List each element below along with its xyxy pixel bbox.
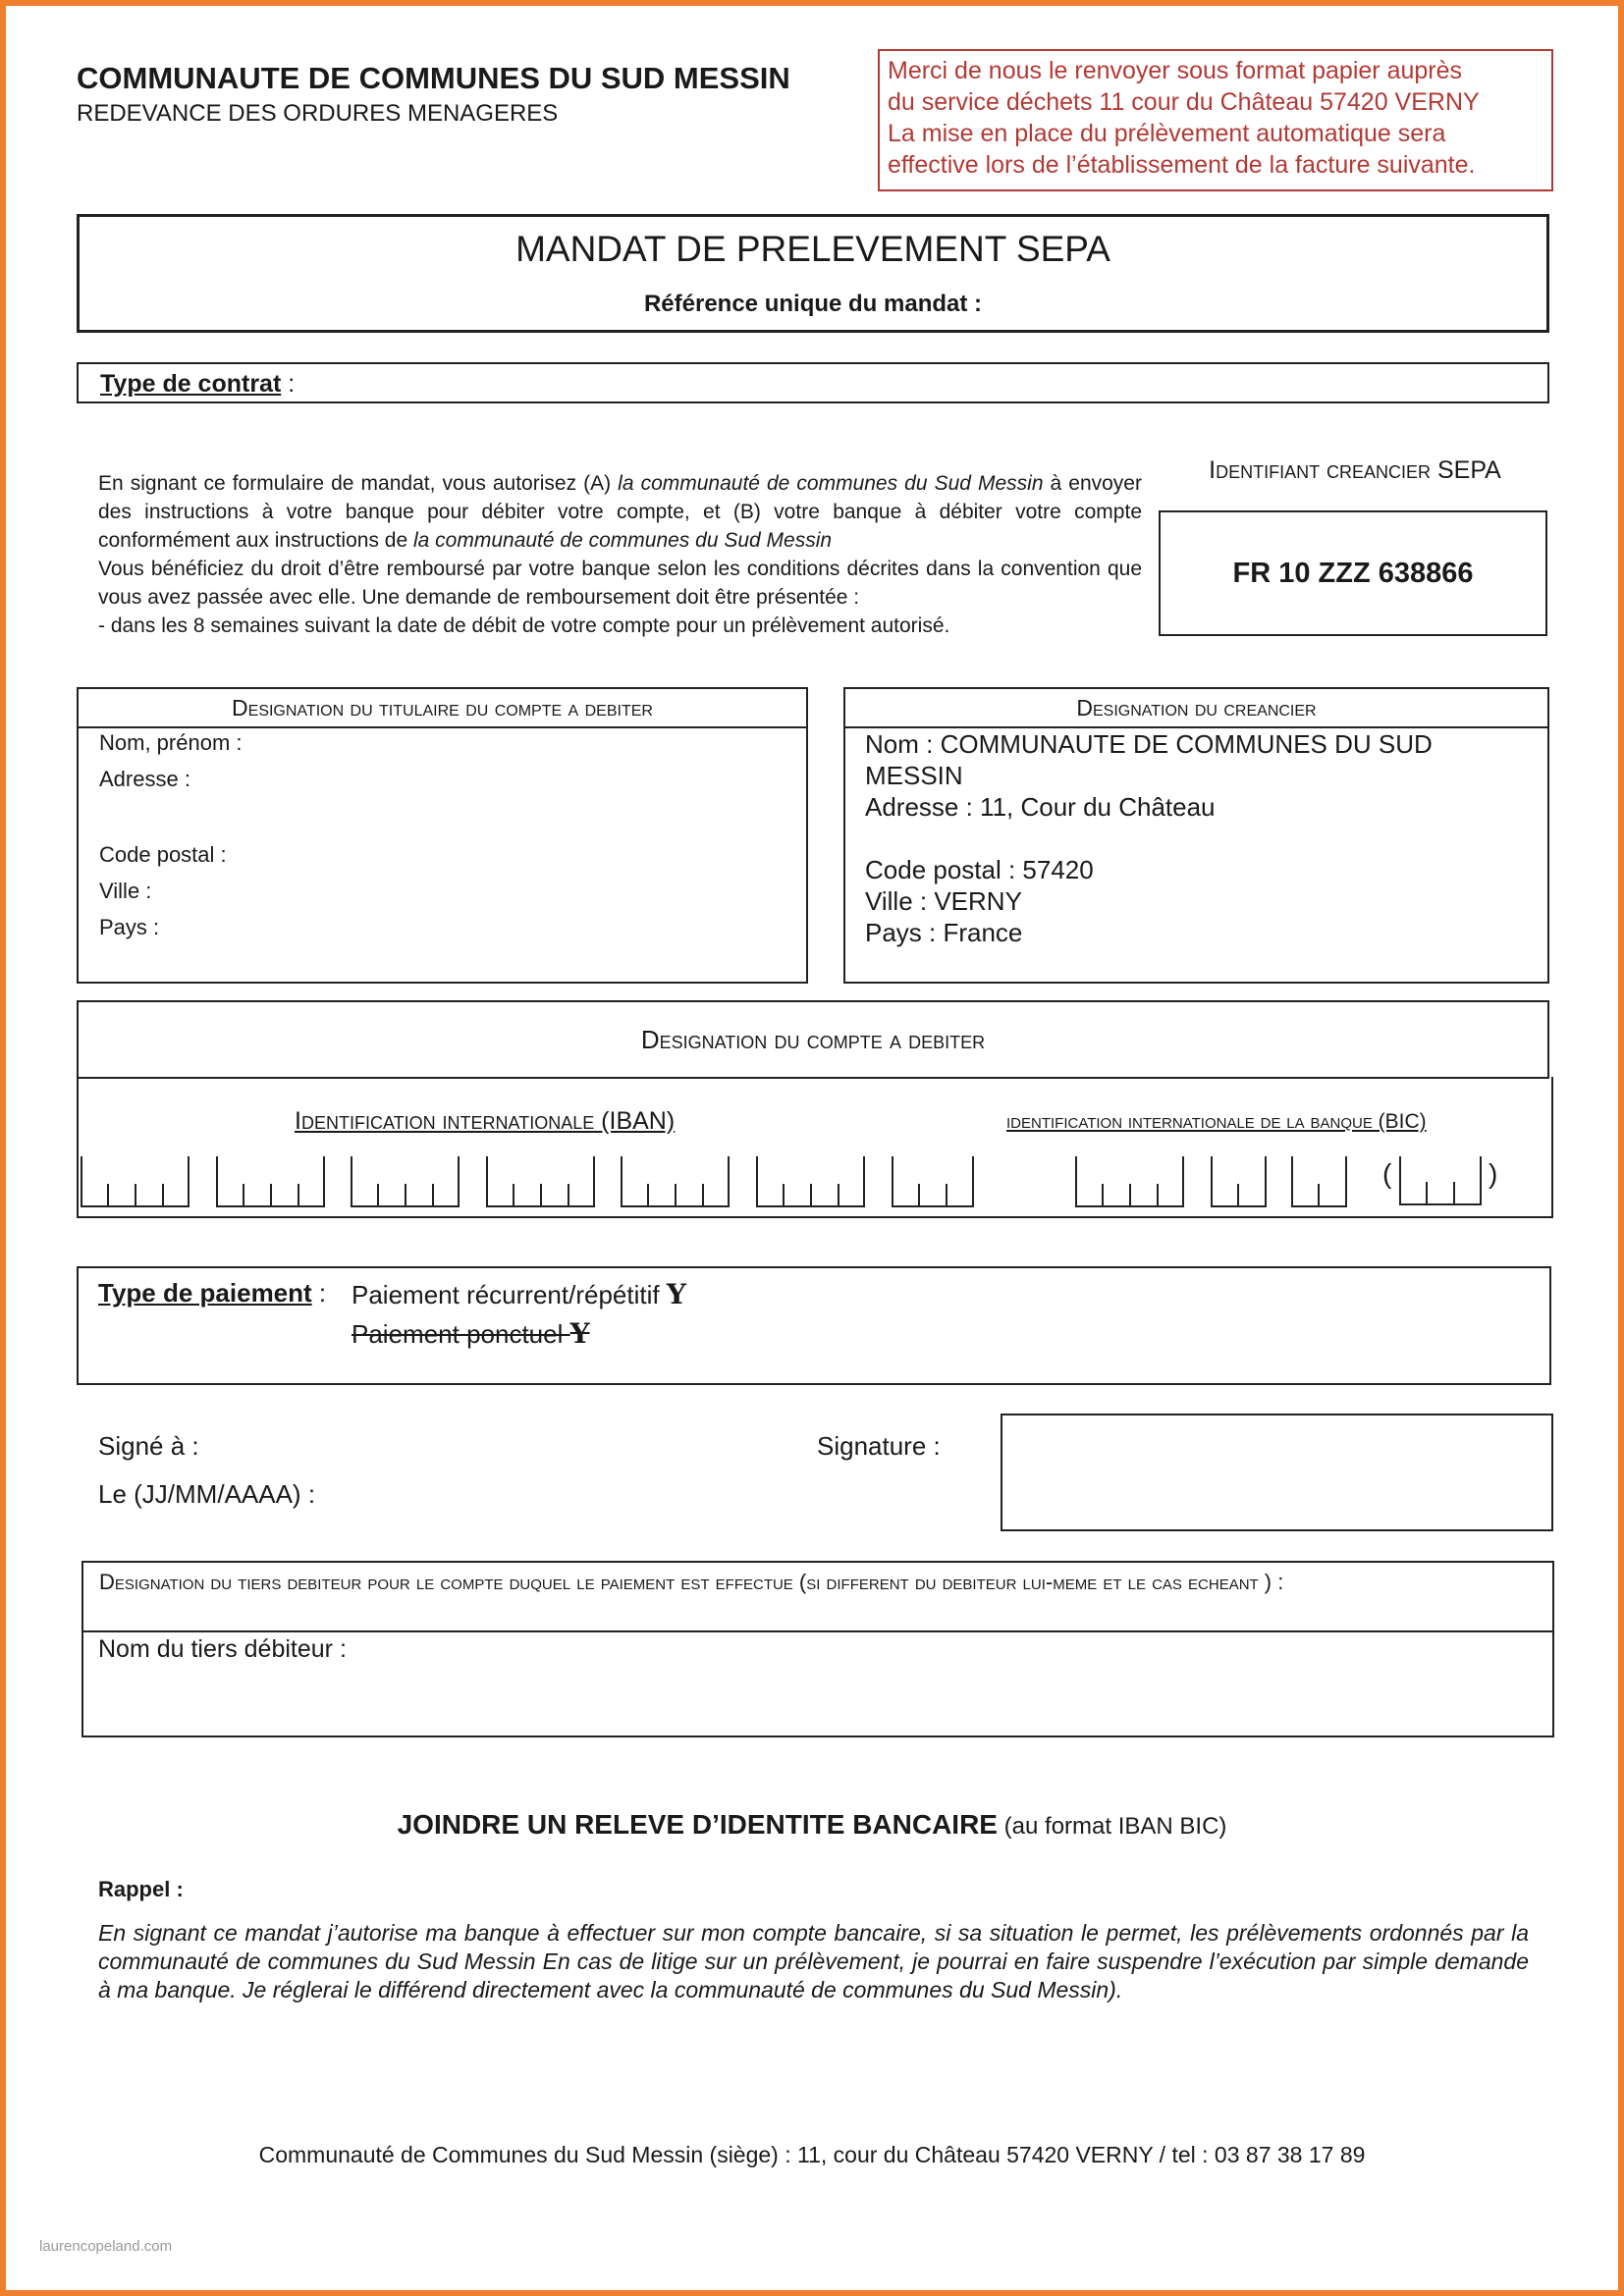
- creditor-name-line-1: Nom : COMMUNAUTE DE COMMUNES DU SUD: [865, 729, 1433, 759]
- creditor-name-line-2: MESSIN: [865, 761, 963, 790]
- signature-box[interactable]: [1001, 1414, 1553, 1531]
- payment-recurrent-option[interactable]: [352, 1278, 686, 1310]
- notice-line: du service déchets 11 cour du Château 57420 VERNY: [888, 88, 1480, 116]
- creditor-heading: Designation du creancier: [845, 689, 1547, 728]
- payment-type-label: Type de paiement: [98, 1278, 312, 1308]
- mandate-reference-label: Référence unique du mandat :: [643, 291, 983, 317]
- iban-group-3[interactable]: [351, 1156, 460, 1207]
- consent-paragraph-2: Vous bénéficiez du droit d’être remboursé par votre banque selon les conditions décrites dans la convention que vous avez passée avec elle. Une demande de remboursement doit être présentée :: [98, 558, 1142, 609]
- consent-text: [98, 469, 1142, 640]
- reminder-text: En signant ce mandat j’autorise ma banque à effectuer sur mon compte bancaire, si sa situation le permet, les prélèvements ordonnés par la communauté de communes du Sud Messin En cas de litige sur un prélèvement, je pourrai en faire suspendre l’exécution par simple demande à ma banque. Je réglerai le différend directement avec la communauté de communes du Sud Messin).: [98, 1920, 1529, 2002]
- creditor-city: Ville : VERNY: [865, 886, 1022, 916]
- holder-country-field[interactable]: Pays :: [99, 915, 160, 939]
- creditor-country: Pays : France: [865, 918, 1023, 947]
- signature-date-field[interactable]: Le (JJ/MM/AAAA) :: [98, 1479, 316, 1509]
- reminder-title: Rappel :: [98, 1877, 184, 1901]
- rib-format: (au format IBAN BIC): [998, 1813, 1227, 1840]
- iban-group-5[interactable]: [621, 1156, 730, 1207]
- creditor-postal-code: Code postal : 57420: [865, 855, 1094, 884]
- bic-paren-close: ): [1489, 1158, 1498, 1189]
- bic-label: identification internationale de la banque (BIC): [1006, 1110, 1427, 1133]
- iban-group-7[interactable]: [892, 1156, 974, 1207]
- bic-group-2[interactable]: [1211, 1156, 1267, 1207]
- iban-group-2[interactable]: [216, 1156, 325, 1207]
- rib-instruction: [0, 1809, 1624, 1841]
- bic-group-3[interactable]: [1291, 1156, 1347, 1207]
- third-party-heading: Designation du tiers debiteur pour le compte duquel le paiement est effectue (si different du debiteur lui-meme et le cas echeant ) :: [83, 1563, 1552, 1632]
- footer-address: Communauté de Communes du Sud Messin (siège) : 11, cour du Château 57420 VERNY / tel : 03 87 38 17 89: [258, 2142, 1366, 2167]
- return-notice: [878, 49, 1553, 191]
- creditor-id-value: FR 10 ZZZ 638866: [1232, 558, 1474, 589]
- payment-type-row: [98, 1278, 326, 1308]
- notice-line: La mise en place du prélèvement automatique sera: [888, 120, 1446, 147]
- holder-address-field[interactable]: Adresse :: [99, 767, 190, 791]
- mandate-title-box: [77, 214, 1549, 333]
- consent-text-a: En signant ce formulaire de mandat, vous autorisez (A): [98, 472, 619, 495]
- payment-oneoff-mark: Y: [569, 1317, 590, 1350]
- bic-group-4[interactable]: [1399, 1156, 1482, 1205]
- contract-type-label: Type de contrat: [100, 370, 282, 398]
- holder-name-field[interactable]: Nom, prénom :: [99, 730, 243, 755]
- rib-title: JOINDRE UN RELEVE D’IDENTITE BANCAIRE: [397, 1809, 998, 1840]
- holder-city-field[interactable]: Ville :: [99, 879, 152, 903]
- bic-paren-open: (: [1382, 1158, 1392, 1189]
- consent-paragraph-3: - dans les 8 semaines suivant la date de débit de votre compte pour un prélèvement autorisé.: [98, 614, 950, 637]
- consent-text-d: la communauté de communes du Sud Messin: [413, 529, 833, 552]
- watermark: laurencopeland.com: [39, 2238, 173, 2255]
- notice-line: Merci de nous le renvoyer sous format papier auprès: [888, 57, 1463, 84]
- payment-recurrent-mark: Y: [666, 1278, 686, 1310]
- payment-type-sep: :: [311, 1278, 327, 1308]
- iban-group-4[interactable]: [486, 1156, 595, 1207]
- contract-type-suffix: :: [281, 370, 296, 398]
- creditor-id-box: [1159, 510, 1547, 636]
- signature-label: Signature :: [817, 1431, 941, 1461]
- iban-label: Identification internationale (IBAN): [295, 1107, 676, 1135]
- consent-text-c: à envoyer des instructions à votre banque pour débiter votre compte, et (B) votre banque à débiter votre compte conformément aux instructions de: [98, 472, 1142, 552]
- account-holder-box: [77, 687, 808, 984]
- third-party-name-field[interactable]: Nom du tiers débiteur :: [98, 1635, 347, 1663]
- account-heading: Designation du compte a debiter: [640, 1025, 986, 1054]
- account-heading-box: [77, 1000, 1549, 1079]
- bic-group-1[interactable]: [1075, 1156, 1184, 1207]
- contract-type-row: [100, 370, 295, 399]
- organization-subtitle: REDEVANCE DES ORDURES MENAGERES: [77, 100, 559, 127]
- consent-paragraph-1: [98, 469, 1142, 555]
- mandate-title: MANDAT DE PRELEVEMENT SEPA: [515, 229, 1110, 269]
- payment-oneoff-option[interactable]: [352, 1317, 590, 1350]
- contract-type-field[interactable]: [77, 362, 1549, 403]
- holder-postal-code-field[interactable]: Code postal :: [99, 842, 227, 867]
- payment-recurrent-label: Paiement récurrent/répétitif: [352, 1280, 667, 1309]
- consent-text-b: la communauté de communes du Sud Messin: [618, 472, 1044, 495]
- organization-name: COMMUNAUTE DE COMMUNES DU SUD MESSIN: [77, 61, 790, 95]
- iban-group-6[interactable]: [756, 1156, 865, 1207]
- iban-group-1[interactable]: [81, 1156, 189, 1207]
- signed-at-field[interactable]: Signé à :: [98, 1431, 199, 1461]
- creditor-box: [843, 687, 1549, 984]
- creditor-address: Adresse : 11, Cour du Château: [865, 792, 1216, 822]
- notice-line: effective lors de l’établissement de la facture suivante.: [888, 151, 1476, 179]
- account-holder-heading: Designation du titulaire du compte a debiter: [79, 689, 806, 728]
- payment-oneoff-label: Paiement ponctuel: [352, 1319, 570, 1349]
- creditor-id-label: Identifiant creancier SEPA: [1209, 456, 1501, 484]
